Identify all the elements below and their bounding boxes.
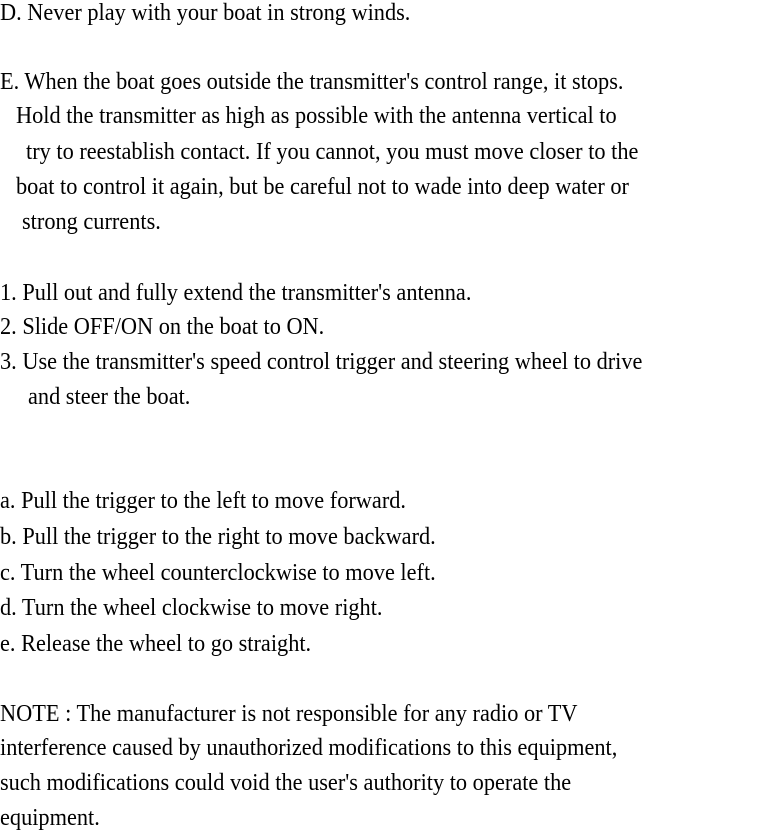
control-item-e: e. Release the wheel to go straight.: [0, 631, 312, 657]
safety-item-d: D. Never play with your boat in strong winds.: [0, 0, 411, 26]
note-line: NOTE : The manufacturer is not responsible for any radio or TV: [0, 701, 578, 727]
safety-item-e-line: E. When the boat goes outside the transmitter's control range, it stops.: [0, 69, 624, 95]
safety-item-e-line: strong currents.: [22, 209, 161, 235]
note-line: equipment.: [0, 805, 100, 831]
safety-item-e-line: boat to control it again, but be careful not to wade into deep water or: [16, 174, 629, 200]
safety-item-e-line: try to reestablish contact. If you cannot, you must move closer to the: [26, 139, 639, 165]
control-item-a: a. Pull the trigger to the left to move forward.: [0, 488, 406, 514]
note-line: interference caused by unauthorized modifications to this equipment,: [0, 735, 618, 761]
step-item-1: 1. Pull out and fully extend the transmitter's antenna.: [0, 280, 472, 306]
step-item-2: 2. Slide OFF/ON on the boat to ON.: [0, 314, 325, 340]
control-item-d: d. Turn the wheel clockwise to move right.: [0, 595, 383, 621]
step-item-3-continuation: and steer the boat.: [28, 384, 191, 410]
note-line: such modifications could void the user's authority to operate the: [0, 770, 572, 796]
control-item-b: b. Pull the trigger to the right to move backward.: [0, 524, 436, 550]
step-item-3: 3. Use the transmitter's speed control trigger and steering wheel to drive: [0, 349, 643, 375]
safety-item-e-line: Hold the transmitter as high as possible with the antenna vertical to: [16, 103, 617, 129]
control-item-c: c. Turn the wheel counterclockwise to move left.: [0, 560, 436, 586]
